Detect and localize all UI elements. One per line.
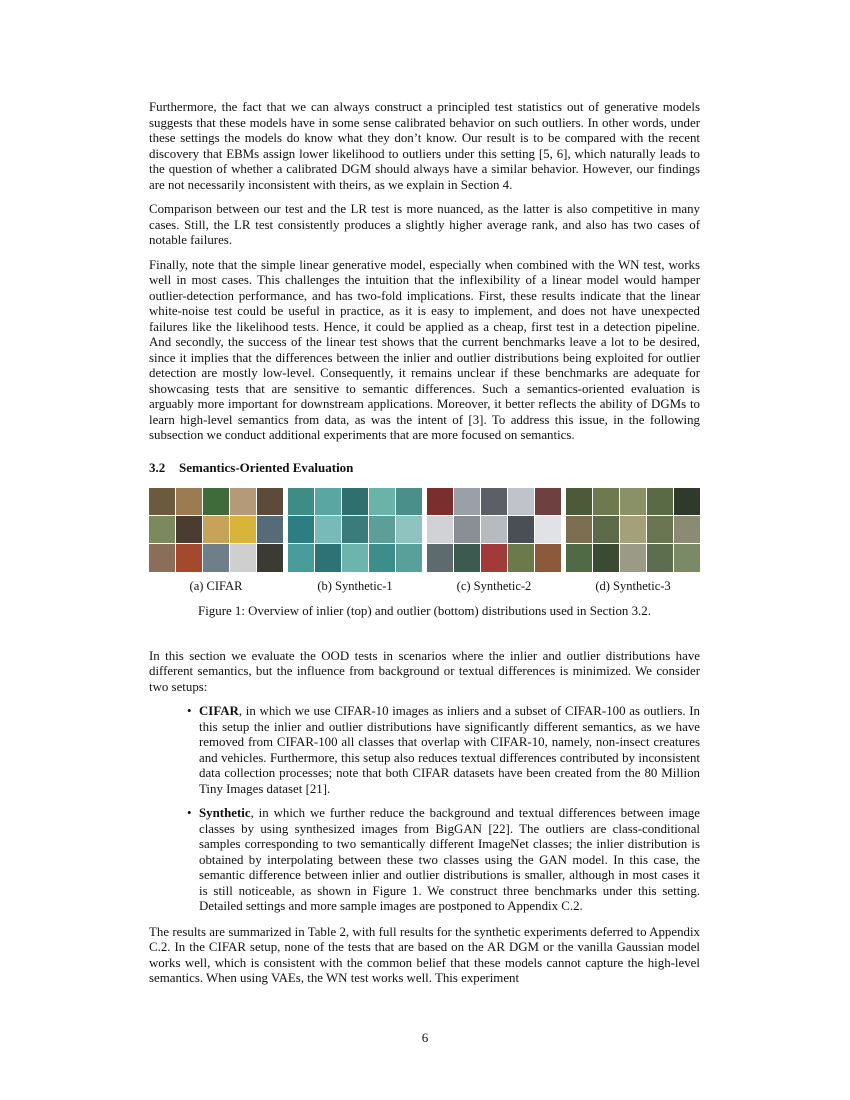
- bullet-term: Synthetic: [199, 806, 251, 820]
- list-item: [187, 806, 700, 915]
- panel-label: (a) CIFAR: [189, 578, 243, 593]
- bullet-term: CIFAR: [199, 704, 239, 718]
- section-heading: [149, 460, 700, 476]
- panel-label: (b) Synthetic-1: [317, 578, 393, 593]
- paragraph: Comparison between our test and the LR test is more nuanced, as the latter is also competitive in many cases. Still, the LR test consistently produces a slightly higher average rank, and also has two cases of notable failures.: [149, 202, 700, 247]
- page-number: 6: [421, 1030, 429, 1045]
- bullet-text: , in which we use CIFAR-10 images as inliers and a subset of CIFAR-100 as outliers. In this setup the inlier and outlier distributions have significantly different semantics, as we have removed from CIFAR-100 all classes that overlap with CIFAR-10, namely, non-insect creatures and vehicles. Furthermore, this setup also reduces textual differences contributed by inconsistent data collection processes; note that both CIFAR datasets have been created from the 80 Million Tiny Images dataset [21].: [199, 704, 700, 796]
- figure-panel-synthetic-1: [288, 488, 422, 594]
- section-title: Semantics-Oriented Evaluation: [179, 459, 354, 475]
- bullet-text: , in which we further reduce the background and textual differences between image classes by using synthesized images from BigGAN [22]. The outliers are class-conditional samples corresponding to two semantically different ImageNet classes; the inlier distribution is obtained by interpolating between these two classes using the GAN model. In this case, the semantic difference between inlier and outlier distributions is smaller, although in most cases it is still noticeable, as shown in Figure 1. We construct three benchmarks under this setting. Detailed settings and more sample images are postponed to Appendix C.2.: [199, 806, 700, 913]
- paragraph: The results are summarized in Table 2, with full results for the synthetic experiments deferred to Appendix C.2. In the CIFAR setup, none of the tests that are based on the AR DGM or the vanilla Gaussian model works well, which is consistent with the common belief that these models cannot capture the high-level semantics. When using VAEs, the WN test works well. This experiment: [149, 924, 700, 985]
- figure-panel-synthetic-3: [566, 488, 700, 594]
- figure-panel-cifar: [149, 488, 283, 594]
- section-number: 3.2: [149, 459, 166, 475]
- bullet-list: [149, 704, 700, 915]
- panel-label: (d) Synthetic-3: [595, 578, 671, 593]
- panel-label: (c) Synthetic-2: [456, 578, 532, 593]
- figure-panel-synthetic-2: [427, 488, 561, 594]
- bullet-icon: •: [187, 704, 192, 718]
- paragraph: In this section we evaluate the OOD tests in scenarios where the inlier and outlier distributions have different semantics, but the influence from background or textual differences is minimized. We consider two setups:: [149, 648, 700, 694]
- image-grid-synthetic-1: [288, 488, 422, 572]
- paragraph: Finally, note that the simple linear generative model, especially when combined with the WN test, works well in most cases. This challenges the intuition that the inflexibility of a linear model would hamper outlier-detection performance, and has two-fold implications. First, these results indicate that the linear white-noise test could be useful in practice, as it is easy to implement, and does not have unexpected failures like the likelihood tests. Hence, it could be applied as a cheap, first test in a detection pipeline. And secondly, the success of the linear test shows that the current benchmarks leave a lot to be desired, since it implies that the differences between the inlier and outlier distributions being exploited for outlier detection are mostly low-level. Consequently, it remains unclear if these benchmarks are adequate for showcasing tests that are sensitive to semantic differences. Such a semantics-oriented evaluation is arguably more important for downstream applications. Moreover, it better reflects the ability of DGMs to learn high-level semantics from data, as was the intent of [3]. To address this issue, in the following subsection we conduct additional experiments that are more focused on semantics.: [149, 257, 700, 442]
- bullet-icon: •: [187, 806, 192, 820]
- paragraph: Furthermore, the fact that we can always construct a principled test statistics out of generative models suggests that these models have in some sense calibrated behavior on such outliers. In other words, under these settings the models do know what they don’t know. Our result is to be compared with the recent discovery that EBMs assign lower likelihood to outliers under this setting [5, 6], which naturally leads to the question of whether a calibrated DGM should always have a similar behavior. However, our findings are not necessarily inconsistent with theirs, as we explain in Section 4.: [149, 100, 700, 192]
- image-grid-synthetic-2: [427, 488, 561, 572]
- list-item: [187, 704, 700, 797]
- figure-1: [149, 488, 700, 594]
- page-body: [149, 100, 700, 996]
- image-grid-cifar: [149, 488, 283, 572]
- figure-caption: Figure 1: Overview of inlier (top) and outlier (bottom) distributions used in Section 3.2.: [198, 603, 651, 618]
- image-grid-synthetic-3: [566, 488, 700, 572]
